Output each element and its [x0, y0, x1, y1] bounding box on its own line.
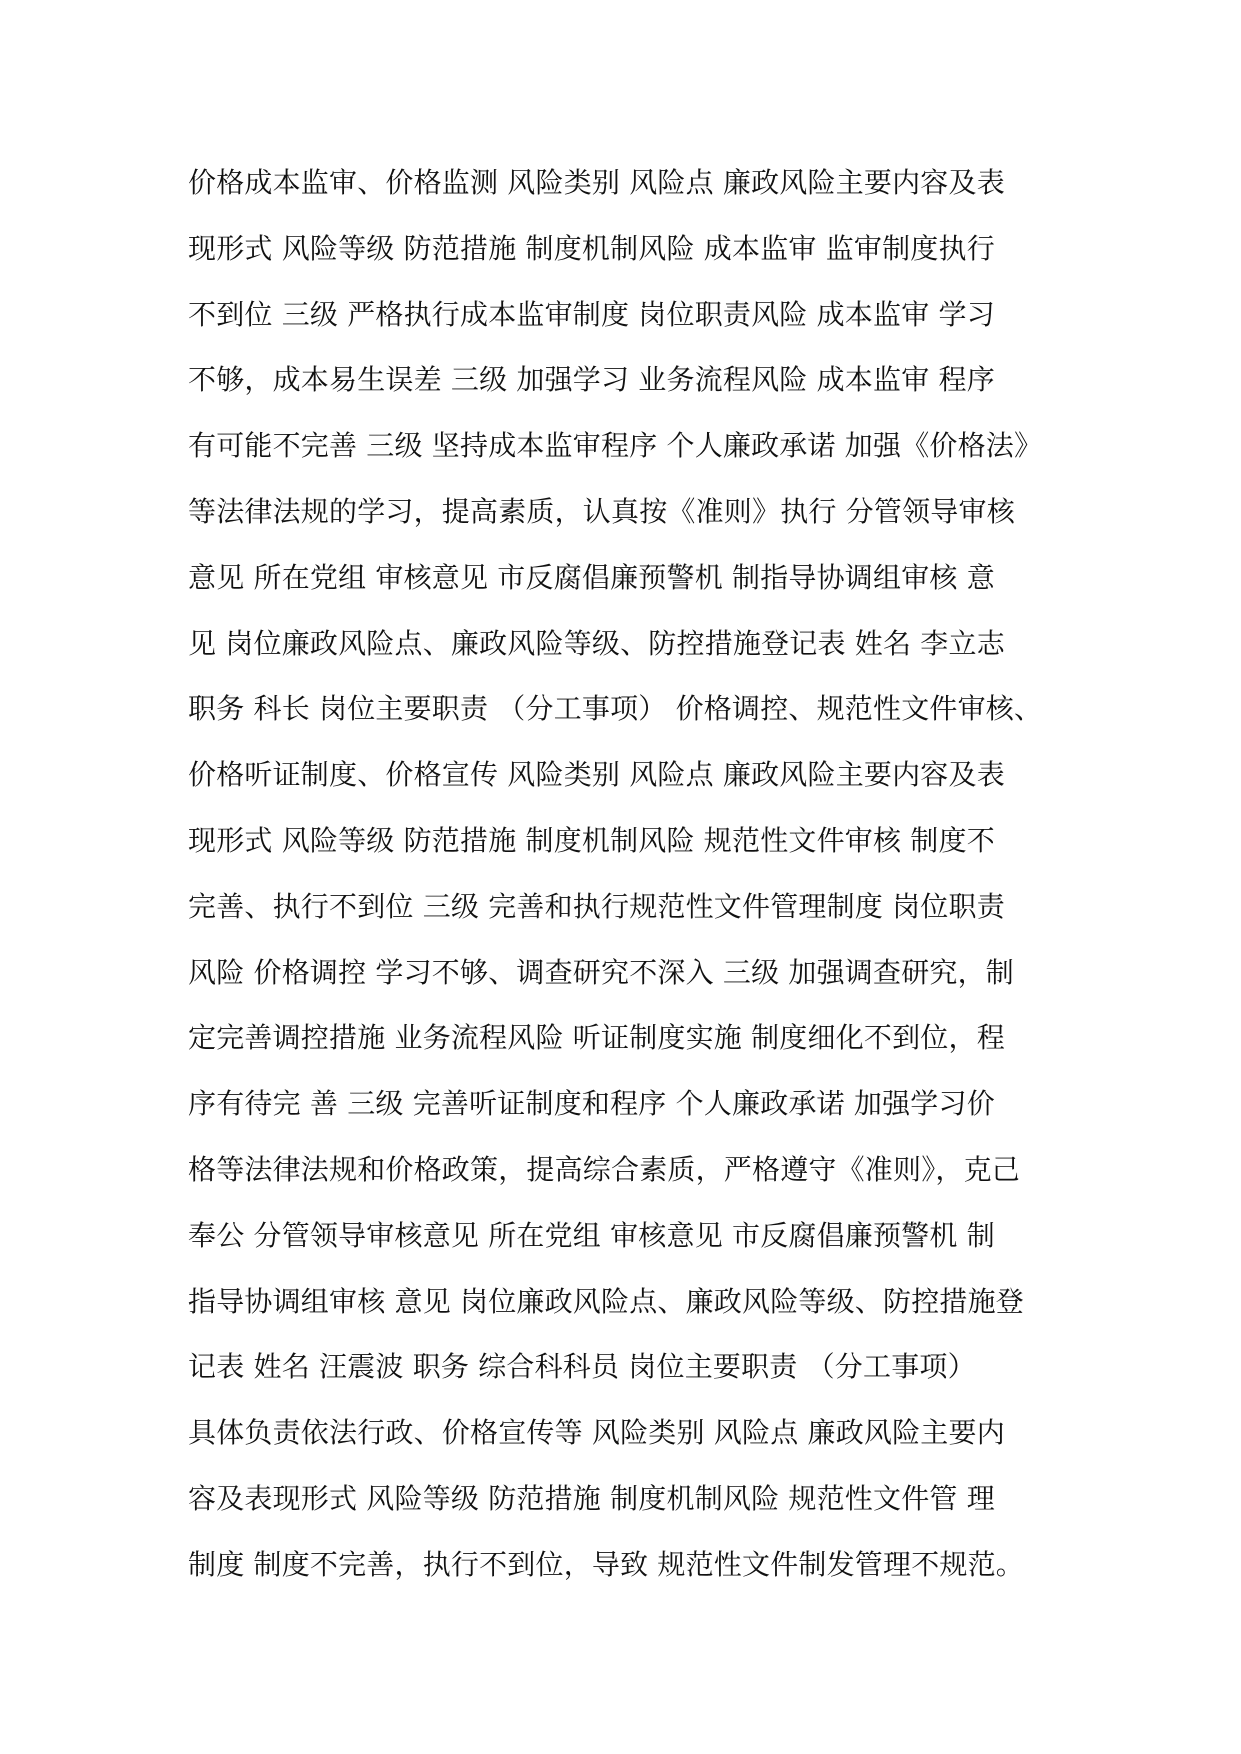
text-line: 序有待完 善 三级 完善听证制度和程序 个人廉政承诺 加强学习价: [188, 1087, 995, 1121]
text-line: 不到位 三级 严格执行成本监审制度 岗位职责风险 成本监审 学习: [188, 297, 995, 331]
text-line: 意见 所在党组 审核意见 市反腐倡廉预警机 制指导协调组审核 意: [188, 560, 995, 594]
text-line: 完善、执行不到位 三级 完善和执行规范性文件管理制度 岗位职责: [188, 889, 1005, 923]
text-line: 等法律法规的学习，提高素质，认真按《准则》执行 分管领导审核: [188, 494, 1015, 528]
text-line: 见 岗位廉政风险点、廉政风险等级、防控措施登记表 姓名 李立志: [188, 626, 1005, 660]
text-line: 不够，成本易生误差 三级 加强学习 业务流程风险 成本监审 程序: [188, 363, 995, 397]
text-line: 价格听证制度、价格宣传 风险类别 风险点 廉政风险主要内容及表: [188, 758, 1005, 792]
body-text: [188, 163, 1098, 1611]
text-line: 风险 价格调控 学习不够、调查研究不深入 三级 加强调查研究，制: [188, 955, 1015, 989]
text-line: 制度 制度不完善，执行不到位，导致 规范性文件制发管理不规范。: [188, 1547, 1025, 1581]
text-line: 容及表现形式 风险等级 防范措施 制度机制风险 规范性文件管 理: [188, 1481, 995, 1515]
text-line: 奉公 分管领导审核意见 所在党组 审核意见 市反腐倡廉预警机 制: [188, 1218, 995, 1252]
text-line: 价格成本监审、价格监测 风险类别 风险点 廉政风险主要内容及表: [188, 166, 1005, 199]
text-line: 指导协调组审核 意见 岗位廉政风险点、廉政风险等级、防控措施登: [188, 1284, 1025, 1318]
text-line: 格等法律法规和价格政策，提高综合素质，严格遵守《准则》，克己: [188, 1152, 1021, 1186]
text-line: 定完善调控措施 业务流程风险 听证制度实施 制度细化不到位，程: [188, 1021, 1005, 1055]
text-line: 具体负责依法行政、价格宣传等 风险类别 风险点 廉政风险主要内: [188, 1416, 1005, 1450]
text-line: 记表 姓名 汪震波 职务 综合科科员 岗位主要职责 （分工事项）: [188, 1350, 976, 1384]
text-line: 现形式 风险等级 防范措施 制度机制风险 成本监审 监审制度执行: [188, 231, 995, 265]
text-line: 有可能不完善 三级 坚持成本监审程序 个人廉政承诺 加强《价格法》: [188, 429, 1043, 463]
text-line: 职务 科长 岗位主要职责 （分工事项） 价格调控、规范性文件审核、: [188, 692, 1043, 726]
text-line: 现形式 风险等级 防范措施 制度机制风险 规范性文件审核 制度不: [188, 823, 995, 857]
